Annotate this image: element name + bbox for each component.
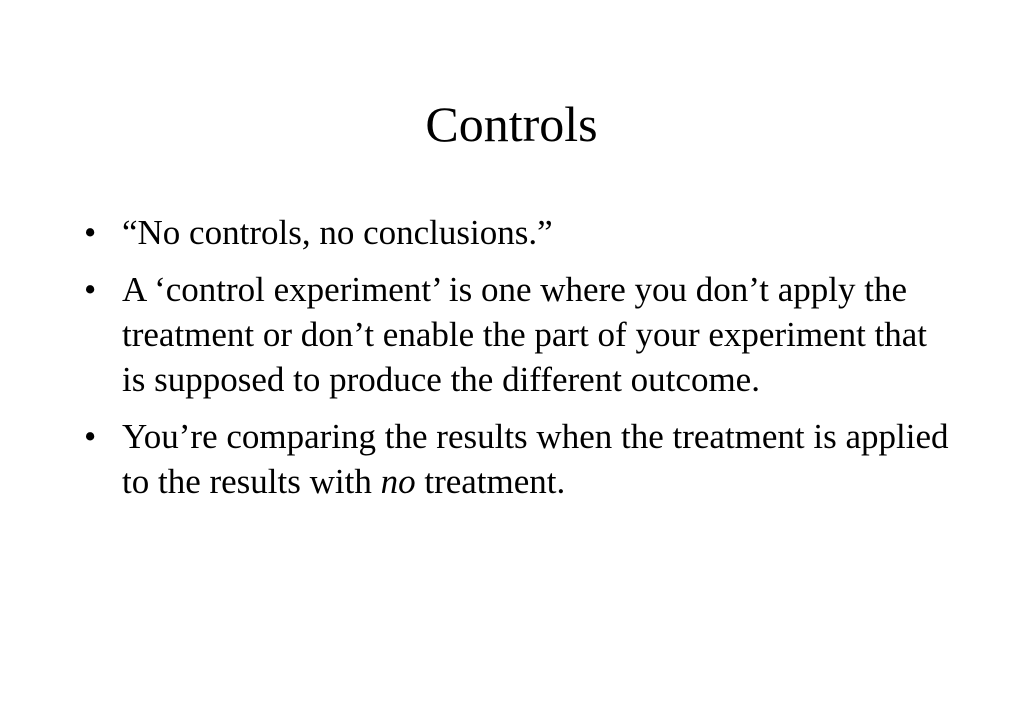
bullet-icon: • xyxy=(84,417,97,456)
bullet-item xyxy=(84,267,954,402)
bullet-icon: • xyxy=(84,213,97,252)
bullet-text: “No controls, no conclusions.” xyxy=(122,213,553,252)
bullet-emphasis: no xyxy=(380,462,416,501)
bullet-text-after: treatment. xyxy=(415,462,566,501)
bullet-icon: • xyxy=(84,270,97,309)
bullet-item xyxy=(84,414,954,504)
bullet-text-before: You’re comparing the results when the treatment is applied to the results with xyxy=(122,417,949,501)
bullet-list xyxy=(84,210,954,516)
bullet-item xyxy=(84,210,954,255)
bullet-text: A ‘control experiment’ is one where you don’t apply the treatment or don’t enable the part of your experiment that is supposed to produce the different outcome. xyxy=(122,270,928,399)
slide-title: Controls xyxy=(425,96,598,152)
